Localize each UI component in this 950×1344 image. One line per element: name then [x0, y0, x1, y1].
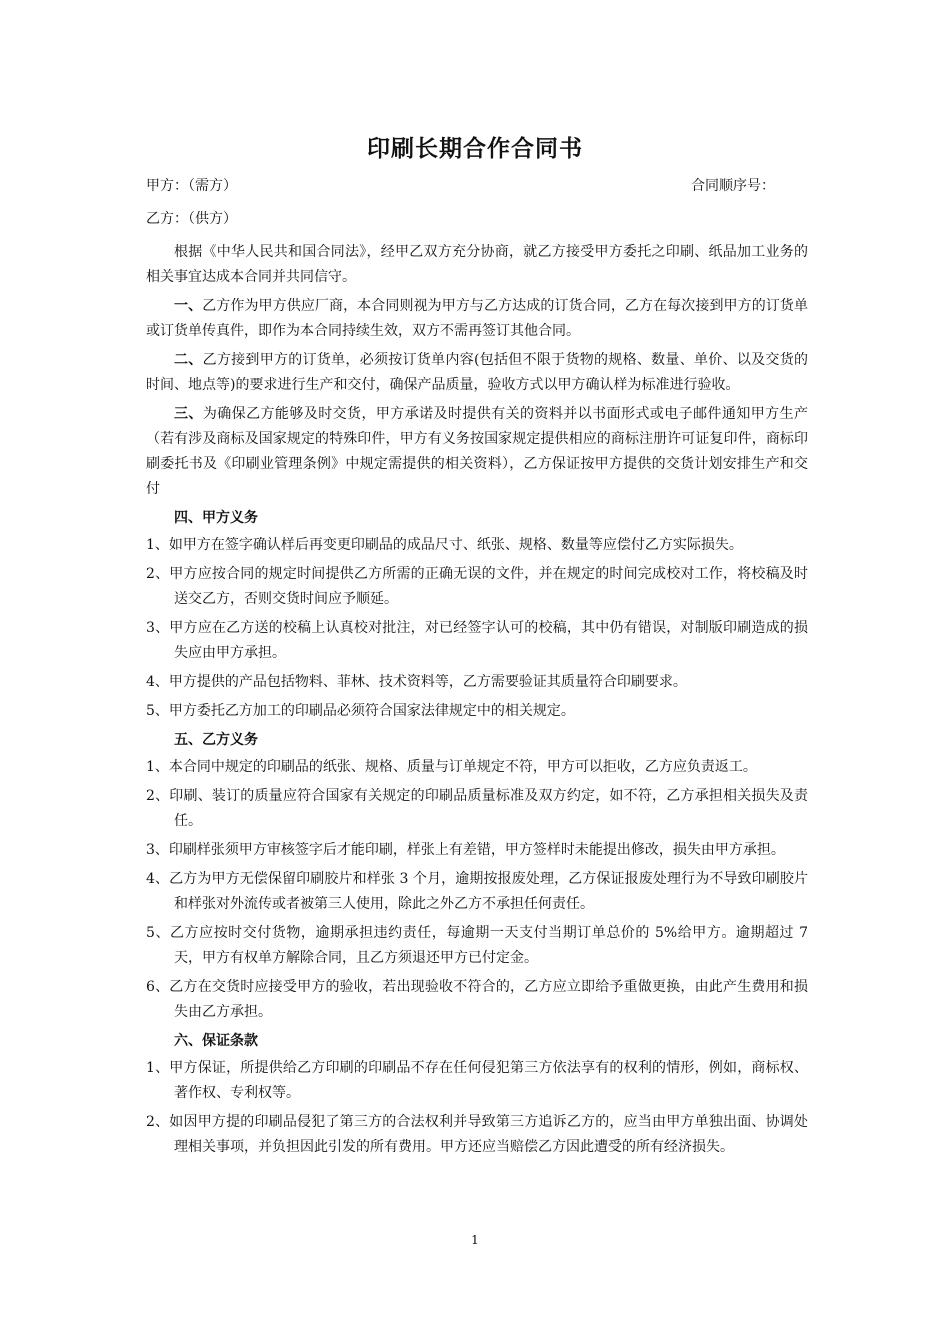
section-4-item: 4、甲方提供的产品包括物料、菲林、技术资料等，乙方需要验证其质量符合印刷要求。: [146, 674, 687, 690]
section-6-item: 1、甲方保证，所提供给乙方印刷的印刷品不存在任何侵犯第三方依法享有的权利的情形，例如，商标权、著作权、专利权等。: [146, 1060, 808, 1101]
section-6-heading: 六、保证条款: [174, 1033, 258, 1049]
section-4-item: 3、甲方应在乙方送的校稿上认真校对批注，对已经签字认可的校稿，其中仍有错误，对制版印刷造成的损失应由甲方承担。: [146, 620, 808, 661]
section-5-heading: 五、乙方义务: [174, 732, 258, 748]
section-4-item: 5、甲方委托乙方加工的印刷品必须符合国家法律规定中的相关规定。: [146, 703, 575, 719]
clause-3-lead: 三、: [174, 406, 203, 422]
section-5-item: 2、印刷、装订的质量应符合国家有关规定的印刷品质量标准及双方约定，如不符，乙方承担相关损失及责任。: [146, 788, 808, 829]
party-b-label: 乙方：（供方）: [146, 211, 237, 227]
clause-3-text: 为确保乙方能够及时交货，甲方承诺及时提供有关的资料并以书面形式或电子邮件通知甲方生产（若有涉及商标及国家规定的特殊印件，甲方有义务按国家规定提供相应的商标注册许可证复印件，商标印刷委托书及《印刷业管理条例》中规定需提供的相关资料），乙方保证按甲方提供的交货计划安排生产和交付: [146, 406, 809, 497]
section-5-item: 1、本合同中规定的印刷品的纸张、规格、质量与订单规定不符，甲方可以拒收，乙方应负责返工。: [146, 759, 757, 775]
contract-body: [146, 240, 808, 1164]
clause-1-text: 乙方作为甲方供应厂商，本合同则视为甲方与乙方达成的订货合同，乙方在每次接到甲方的订货单或订货单传真件，即作为本合同持续生效，双方不需再签订其他合同。: [146, 298, 809, 339]
clause-3: [146, 402, 808, 502]
section-4-heading: 四、甲方义务: [174, 510, 258, 526]
section-4-item: 2、甲方应按合同的规定时间提供乙方所需的正确无误的文件，并在规定的时间完成校对工作，将校稿及时送交乙方，否则交货时间应予顺延。: [146, 566, 808, 607]
page-number: 1: [471, 1233, 479, 1247]
contract-number-label: 合同顺序号：: [691, 178, 775, 194]
clause-1-lead: 一、: [174, 298, 203, 314]
party-a-label: 甲方：（需方）: [146, 178, 237, 194]
clause-2-text: 乙方接到甲方的订货单，必须按订货单内容(包括但不限于货物的规格、数量、单价、以及交货的时间、地点等)的要求进行生产和交付，确保产品质量，验收方式以甲方确认样为标准进行验收。: [146, 352, 808, 393]
party-a-row: [146, 174, 806, 198]
intro-paragraph: 根据《中华人民共和国合同法》，经甲乙双方充分协商，就乙方接受甲方委托之印刷、纸品加工业务的相关事宜达成本合同并共同信守。: [146, 244, 808, 285]
clause-1: [146, 294, 808, 344]
section-5-item: 4、乙方为甲方无偿保留印刷胶片和样张 3 个月，逾期按报废处理，乙方保证报废处理行为不导致印刷胶片和样张对外流传或者被第三人使用，除此之外乙方不承担任何责任。: [146, 871, 808, 912]
section-6-item: 2、如因甲方提的印刷品侵犯了第三方的合法权利并导致第三方追诉乙方的，应当由甲方单独出面、协调处理相关事项，并负担因此引发的所有费用。甲方还应当赔偿乙方因此遭受的所有经济损失。: [146, 1114, 808, 1155]
section-5-item: 6、乙方在交货时应接受甲方的验收，若出现验收不符合的，乙方应立即给予重做更换，由此产生费用和损失由乙方承担。: [146, 979, 808, 1020]
section-5-item: 5、乙方应按时交付货物，逾期承担违约责任，每逾期一天支付当期订单总价的 5%给甲方。逾期超过 7 天，甲方有权单方解除合同，且乙方须退还甲方已付定金。: [146, 925, 808, 966]
clause-2: [146, 348, 808, 398]
party-b-row: [146, 207, 806, 231]
clause-2-lead: 二、: [174, 352, 203, 368]
document-title: 印刷长期合作合同书: [367, 136, 583, 162]
section-4-item: 1、如甲方在签字确认样后再变更印刷品的成品尺寸、纸张、规格、数量等应偿付乙方实际损失。: [146, 537, 743, 553]
section-5-item: 3、印刷样张须甲方审核签字后才能印刷，样张上有差错，甲方签样时未能提出修改，损失由甲方承担。: [146, 842, 785, 858]
